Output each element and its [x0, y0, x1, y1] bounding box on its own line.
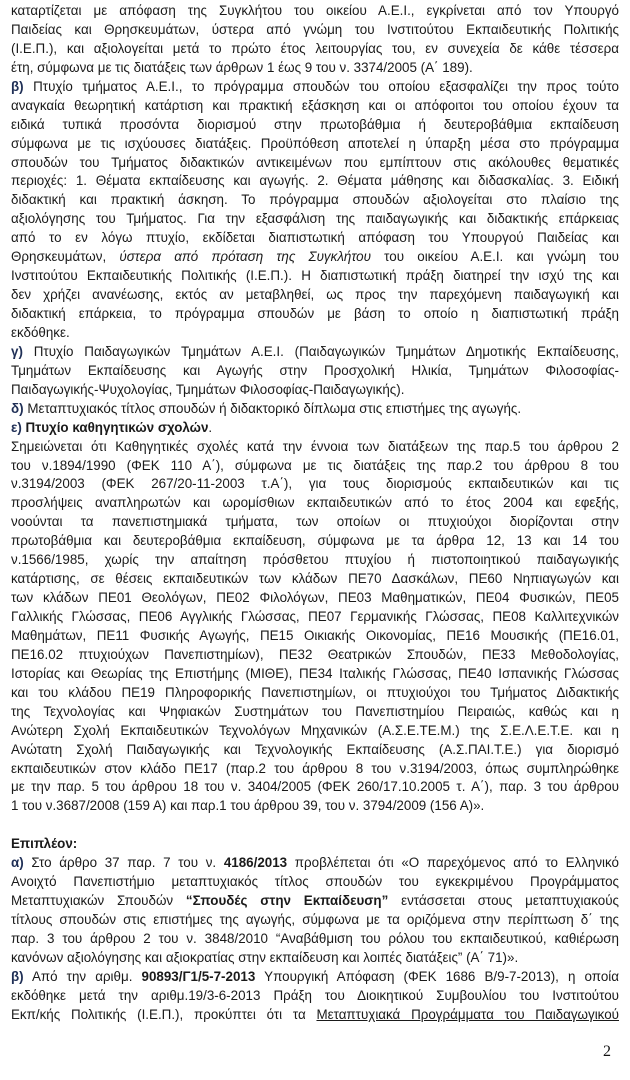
text-line: διδακτική και πρακτική άσκηση. Το πρόγραμμα σπουδών αξιολογείται στο πλαίσιο της	[11, 192, 619, 208]
text-line: εκπαιδευτικών στον κλάδο ΠΕ17 (παρ.2 του άρθρου 8 του ν.3194/2003, όπως συμπληρώθηκε	[11, 760, 619, 776]
item-label: ε)	[11, 419, 22, 435]
text-line: των κλάδων ΠΕ01 Θεολόγων, ΠΕ02 Φιλολόγων, ΠΕ03 Μαθηματικών, ΠΕ04 Φυσικών, ΠΕ05	[11, 590, 619, 606]
paragraph-epsilon	[11, 419, 619, 817]
text-line: τίτλους σπουδών στις επιστήμες της αγωγής, σύμφωνα με τα οριζόμενα στην περίπτωση δ΄ της	[11, 912, 619, 927]
item-label: γ)	[11, 343, 23, 359]
page-number: 2	[603, 1043, 611, 1060]
text-line: α) Στο άρθρο 37 παρ. 7 του ν. 4186/2013 προβλέπεται ότι «Ο παρεχόμενος από το Ελληνικό	[11, 855, 619, 871]
text-line: δεν χρήζει ανανέωσης, εκτός αν μεταβληθεί, ως προς την παρεχόμενη παιδαγωγική και	[11, 287, 619, 303]
text-line: καταρτίζεται με απόφαση της Συγκλήτου του οικείου Α.Ε.Ι., εγκρίνεται από τον Υπουργό	[11, 3, 619, 18]
text-line: και του κλάδου ΠΕ19 Πληροφορικής Πανεπιστημίων, οι πτυχιούχοι του Τμήματος Διδακτικής	[11, 684, 619, 700]
text-line: με την παρ. 5 του άρθρου 18 του ν. 3404/2005 (ΦΕΚ 260/17.10.2005 τ. Α΄), παρ. 3 του άρθρου	[11, 779, 619, 795]
text-line: Μεταπτυχιακών Σπουδών “Σπουδές στην Εκπαίδευση” εντάσσεται στους μεταπτυχιακούς	[11, 893, 619, 909]
decision-reference: 90893/Γ1/5-7-2013	[141, 968, 256, 984]
underlined-phrase: Μεταπτυχιακά Προγράμματα του Παιδαγωγικού	[316, 1006, 619, 1022]
text-line: εκδόθηκε.	[11, 324, 70, 340]
text-line: πρωτοβάθμια και δευτεροβάθμια εκπαίδευση, σύμφωνα με τα άρθρα 12, 13 και 14 του	[11, 533, 619, 549]
section-heading: ε) Πτυχίο καθηγητικών σχολών.	[11, 419, 213, 435]
law-reference: 4186/2013	[223, 855, 288, 871]
paragraph-alpha-continuation	[11, 2, 619, 78]
italic-phrase: ύστερα από πρόταση της Συγκλήτου	[119, 249, 371, 265]
additional-section	[11, 835, 619, 1024]
section-heading: Επιπλέον:	[11, 836, 78, 852]
text-line: νοούνται τα πανεπιστημιακά τμήματα, των οποίων οι πτυχιούχοι διορίζονται στην	[11, 514, 619, 530]
text-line: έτη, σύμφωνα με τις διατάξεις των άρθρων 1 έως 9 του ν. 3374/2005 (Α΄ 189).	[11, 59, 473, 75]
text-line: αναγκαία θεωρητική κατάρτιση και πρακτική εξάσκηση και οι απόφοιτοι του οποίου έχουν τα	[11, 97, 619, 113]
text-line: Εκπ/κής Πολιτικής (Ι.Ε.Π.), προκύπτει ότι τα Μεταπτυχιακά Προγράμματα του Παιδαγωγικού	[11, 1006, 619, 1022]
text-line: γ) Πτυχίο Παιδαγωγικών Τμημάτων Α.Ε.Ι. (Παιδαγωγικών Τμημάτων Δημοτικής Εκπαίδευσης,	[11, 343, 619, 359]
text-line: ν.1566/1985, χωρίς την απαίτηση πρόσθετου πτυχίου ή πιστοποιητικού παιδαγωγικής	[11, 552, 619, 568]
text-line: Ανώτερη Σχολή Εκπαιδευτικών Τεχνολόγων Μηχανικών (Α.Σ.Ε.ΤΕ.Μ.) της Σ.Ε.Λ.Ε.Τ.Ε. και η	[11, 722, 619, 738]
item-label: α)	[11, 855, 24, 871]
text-line: περιοχές: 1. Θέματα εκπαίδευσης και αγωγής. 2. Θέματα μάθησης και διδασκαλίας. 3. Ειδική	[11, 173, 619, 189]
text-line: ειδικά τυπικά προσόντα διορισμού στην πρωτοβάθμια ή δευτεροβάθμια εκπαίδευση	[11, 116, 619, 132]
text-line: Ιστορίας και Θεωρίας της Επιστήμης (ΜΙΘΕ), ΠΕ34 Ιταλικής Γλώσσας, ΠΕ40 Ισπανικής Γλώσσας	[11, 665, 619, 681]
text-line: Παιδαγωγικής-Ψυχολογίας, Τμημάτων Φιλοσοφίας-Παιδαγωγικής).	[11, 381, 405, 397]
text-line: Τμημάτων Εκπαίδευσης και Αγωγής στην Προσχολική Ηλικία, Τμημάτων Φιλοσοφίας-	[11, 362, 619, 378]
paragraph-delta	[11, 400, 619, 419]
text-line: κατάρτισης, σε θέσεις εκπαιδευτικών των κλάδων ΠΕ70 Δασκάλων, ΠΕ60 Νηπιαγωγών και	[11, 571, 619, 587]
text-line: Μαθημάτων, ΠΕ11 Φυσικής Αγωγής, ΠΕ15 Οικιακής Οικονομίας, ΠΕ16 Μουσικής (ΠΕ16.01,	[11, 627, 619, 643]
text-line: σύμφωνα με τις ισχύουσες διατάξεις. Προϋπόθεση αποτελεί η ύπαρξη μέσα στο πρόγραμμα	[11, 135, 619, 151]
document-page	[11, 2, 619, 1025]
text-line: Ινστιτούτου Εκπαιδευτικής Πολιτικής (Ι.Ε.Π.). Η διαπιστωτική πράξη διατηρεί την ισχύ της και	[11, 268, 619, 284]
text-line: Παιδείας και Θρησκευμάτων, ύστερα από γνώμη του Ινστιτούτου Εκπαιδευτικής Πολιτικής	[11, 21, 619, 37]
text-line: διδακτική επάρκεια, το πρόγραμμα σπουδών με βάση το οποίο η διαπιστωτική πράξη	[11, 306, 619, 321]
text-line: ΠΕ16.02 πτυχιούχων Πανεπιστημίων), ΠΕ32 Θεατρικών Σπουδών, ΠΕ33 Μεθοδολογίας,	[11, 646, 619, 662]
text-line: Ανοιχτό Πανεπιστήμιο μεταπτυχιακός τίτλος σπουδών του εγκεκριμένου Προγράμματος	[11, 874, 619, 890]
text-line: (Ι.Ε.Π.), και αξιολογείται μετά το πρώτο έτος λειτουργίας του, εν συνεχεία δε κάθε τέσσερα	[11, 40, 619, 56]
text-line: β) Πτυχίο τμήματος Α.Ε.Ι., το πρόγραμμα σπουδών του οποίου εξασφαλίζει την προς τούτο	[11, 78, 619, 94]
spacer	[11, 816, 619, 835]
text-line: δ) Μεταπτυχιακός τίτλος σπουδών ή διδακτορικό δίπλωμα στις επιστήμες της αγωγής.	[11, 400, 522, 416]
paragraph-gamma	[11, 343, 619, 400]
text-line: β) Από την αριθμ. 90893/Γ1/5-7-2013 Υπουργική Απόφαση (ΦΕΚ 1686 Β/9-7-2013), η οποία	[11, 968, 619, 984]
text-line: Ανώτατη Σχολή Παιδαγωγικής και Τεχνολογικής Εκπαίδευσης (Α.Σ.ΠΑΙ.Τ.Ε.) για διορισμό	[11, 741, 619, 757]
item-label: β)	[11, 78, 24, 94]
text-line: σπουδών του Τμήματος διδακτικών αντικειμένων που εμπίπτουν στις ακόλουθες θεματικές	[11, 154, 619, 170]
text-line: ν.3194/2003 (ΦΕΚ 267/20-11-2003 τ.Α΄), για τους διορισμούς εκπαιδευτικών και τις	[11, 476, 619, 492]
text-line: Γαλλικής Γλώσσας, ΠΕ06 Αγγλικής Γλώσσας, ΠΕ07 Γερμανικής Γλώσσας, ΠΕ08 Καλλιτεχνικών	[11, 609, 619, 624]
text-line: Θρησκευμάτων, ύστερα από πρόταση της Συγκλήτου του οικείου Α.Ε.Ι. και γνώμη του	[11, 249, 619, 265]
program-title: “Σπουδές στην Εκπαίδευση”	[185, 893, 389, 909]
text-line: προσλήψεις αναπληρωτών και ωρομίσθιων εκπαιδευτικών από το έτος 2004 και εφεξής,	[11, 495, 619, 511]
text-line: της Τεχνολογίας και Ψηφιακών Συστημάτων του Πανεπιστημίου Πειραιώς, καθώς και η	[11, 703, 619, 719]
item-label: δ)	[11, 400, 24, 416]
text-line: από το εν λόγω πτυχίο, εκδίδεται διαπιστωτική απόφαση του Υπουργού Παιδείας και	[11, 230, 619, 246]
text-line: 1 του ν.3687/2008 (159 Α) και παρ.1 του άρθρου 39, του ν. 3794/2009 (156 Α)».	[11, 798, 485, 814]
text-line: παρ. 3 του άρθρου 2 του ν. 3848/2010 “Αναβάθμιση του ρόλου του εκπαιδευτικού, καθιέρωση	[11, 930, 619, 946]
item-label: β)	[11, 968, 24, 984]
text-line: του ν.1894/1990 (ΦΕΚ 110 Α΄), σύμφωνα με τις διατάξεις της παρ.2 του άρθρου 8 του	[11, 457, 619, 473]
paragraph-beta	[11, 78, 619, 343]
text-line: εκδόθηκε μετά την αριθμ.19/3-6-2013 Πράξη του Διοικητικού Συμβουλίου του Ινστιτούτου	[11, 987, 619, 1003]
text-line: κανόνων αξιολόγησης και αξιοκρατίας στην εκπαίδευση και λοιπές διατάξεις” (Α΄ 71)».	[11, 949, 519, 965]
text-line: Σημειώνεται ότι Καθηγητικές σχολές κατά την έννοια των διατάξεων της παρ.5 του άρθρου 2	[11, 438, 619, 454]
text-line: αξιολόγησης του Τμήματος. Για την εξασφάλιση της παιδαγωγικής και διδακτικής επάρκειας	[11, 211, 619, 227]
